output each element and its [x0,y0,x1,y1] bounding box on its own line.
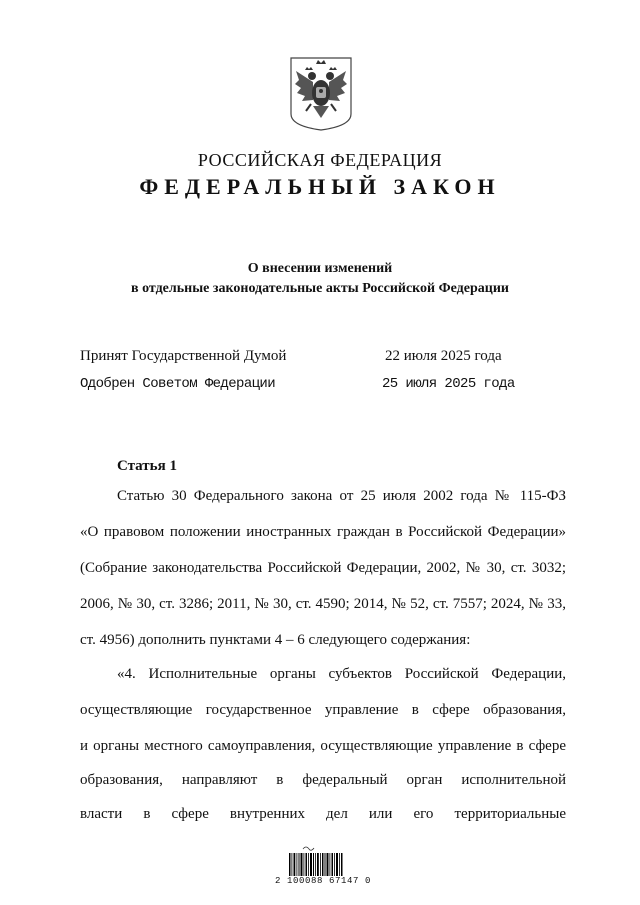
russian-coat-of-arms-icon [289,56,353,132]
article-text-line: (Собрание законодательства Российской Федерации, 2002, № 30, ст. 3032; [80,560,566,576]
council-approval-label: Одобрен Советом Федерации [80,376,276,392]
article-text-line: «О правовом положении иностранных граждан в Российской Федерации» [80,524,566,540]
barcode-number: 2 100088 67147 0 [275,876,372,886]
article-text-line: образования, направляют в федеральный орган исполнительной [80,772,566,788]
article-text-line: ст. 4956) дополнить пунктами 4 – 6 следующего содержания: [80,632,471,648]
law-title-line-1: О внесении изменений [247,261,393,276]
article-text-line: осуществляющие государственное управление в сфере образования, [80,702,566,718]
council-approval-date: 25 июля 2025 года [382,376,515,392]
barcode-icon [289,846,343,876]
article-text-line: Статью 30 Федерального закона от 25 июля 2002 года № 115-ФЗ [117,488,566,504]
country-heading: РОССИЙСКАЯ ФЕДЕРАЦИЯ [197,150,443,170]
article-text-line: «4. Исполнительные органы субъектов Российской Федерации, [117,666,566,682]
article-text-line: власти в сфере внутренних дел или его территориальные [80,806,566,822]
law-title-line-2: в отдельные законодательные акты Российской Федерации [131,281,509,296]
duma-adoption-date: 22 июля 2025 года [385,348,502,364]
article-text-line: и органы местного самоуправления, осуществляющие управление в сфере [80,738,566,754]
article-heading: Статья 1 [117,458,177,474]
duma-adoption-label: Принят Государственной Думой [80,348,287,364]
law-type-heading: ФЕДЕРАЛЬНЫЙ ЗАКОН [139,174,501,199]
article-text-line: 2006, № 30, ст. 3286; 2011, № 30, ст. 4590; 2014, № 52, ст. 7557; 2024, № 33, [80,596,566,612]
